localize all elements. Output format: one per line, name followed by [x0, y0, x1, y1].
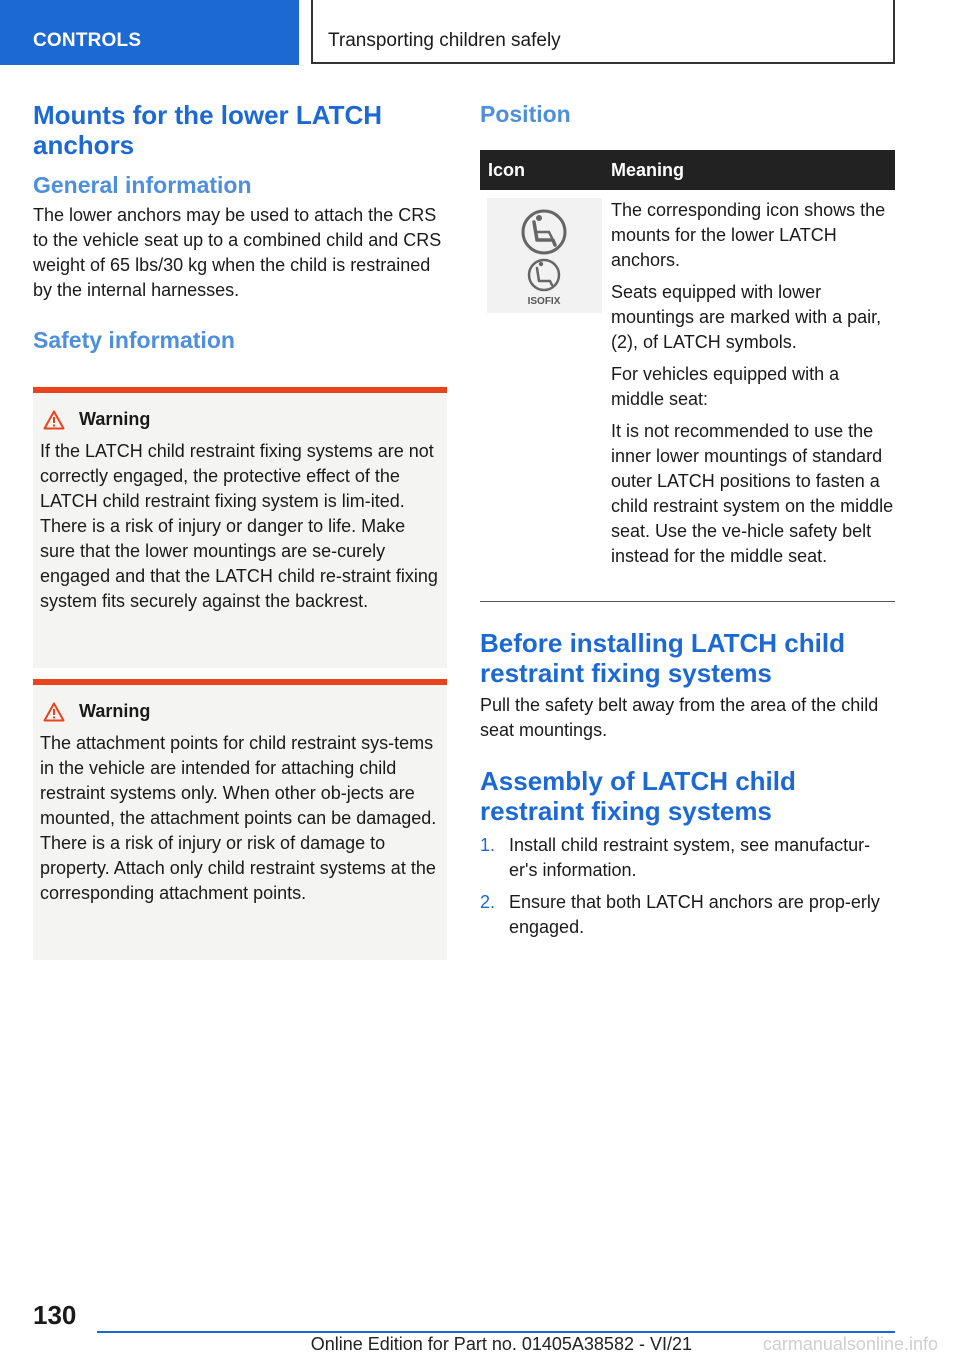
right-column-bottom	[480, 628, 895, 947]
safety-heading: Safety information	[33, 327, 235, 353]
chapter-box	[311, 0, 895, 64]
step-number: 2.	[480, 892, 496, 912]
general-text: The lower anchors may be used to attach the CRS to the vehicle seat up to a combined child and CRS weight of 65 lbs/30 kg when the child is restrained by the internal harnesses.	[33, 205, 442, 300]
meaning-text: It is not recommended to use the inner lower mountings of standard outer LATCH positions to fasten a child restraint system on the middle seat. Use the ve‐hicle safety belt instead for the middle seat.	[611, 421, 894, 566]
warning-title: Warning	[79, 409, 151, 429]
warning-box-2	[33, 679, 447, 960]
left-column	[33, 100, 447, 354]
table-header	[480, 150, 895, 190]
table-divider	[480, 601, 895, 602]
section-tab	[0, 0, 299, 65]
footer-rule	[97, 1331, 895, 1333]
position-heading: Position	[480, 101, 571, 127]
list-item	[480, 890, 895, 940]
warning-box-1	[33, 387, 447, 668]
list-item	[480, 833, 895, 883]
warning-title: Warning	[79, 701, 151, 721]
warning-text: The attachment points for child restraint sys‐tems in the vehicle are intended for attaching child restraint systems only. When other ob‐jects are mounted, the attachment points can be damaged. There is a risk of injury or risk of damage to property. Attach only child restraint systems at the corresponding attachment points.	[40, 733, 437, 903]
child-seat-latch-icon	[487, 198, 602, 313]
before-heading: Before installing LATCH child restraint fixing systems	[480, 628, 845, 688]
general-heading: General information	[33, 172, 252, 198]
meaning-cell	[611, 198, 895, 576]
right-column-top	[480, 100, 895, 128]
page-title: Mounts for the lower LATCH anchors	[33, 100, 383, 160]
section-title: CONTROLS	[33, 30, 142, 51]
watermark-text: carmanualsonline.info	[762, 1334, 938, 1354]
isofix-label: ISOFIX	[527, 296, 561, 307]
table-header-icon: Icon	[488, 160, 526, 180]
meaning-text: For vehicles equipped with a middle seat:	[611, 364, 840, 409]
assembly-steps	[480, 833, 895, 940]
warning-text: If the LATCH child restraint fixing systems are not correctly engaged, the protective effect of the LATCH child restraint fixing system is lim‐ited. There is a risk of injury or danger to life. Make sure that the lower mountings are se‐curely engaged and that the LATCH child re‐straint fixing system fits securely against the backrest.	[40, 441, 438, 611]
step-text: Ensure that both LATCH anchors are prop‐erly engaged.	[509, 892, 880, 937]
page-number: 130	[33, 1300, 77, 1330]
assembly-heading: Assembly of LATCH child restraint fixing systems	[480, 766, 796, 826]
step-number: 1.	[480, 835, 496, 855]
latch-icon-cell	[487, 198, 602, 313]
step-text: Install child restraint system, see manufactur‐er's information.	[509, 835, 871, 880]
chapter-title: Transporting children safely	[328, 30, 561, 51]
before-text: Pull the safety belt away from the area of the child seat mountings.	[480, 695, 879, 740]
table-header-meaning: Meaning	[611, 160, 685, 180]
warning-triangle-icon	[43, 702, 65, 722]
warning-triangle-icon	[43, 410, 65, 430]
meaning-text: The corresponding icon shows the mounts for the lower LATCH anchors.	[611, 200, 886, 270]
meaning-text: Seats equipped with lower mountings are marked with a pair, (2), of LATCH symbols.	[611, 282, 882, 352]
edition-text: Online Edition for Part no. 01405A38582 - VI/21	[310, 1334, 692, 1354]
